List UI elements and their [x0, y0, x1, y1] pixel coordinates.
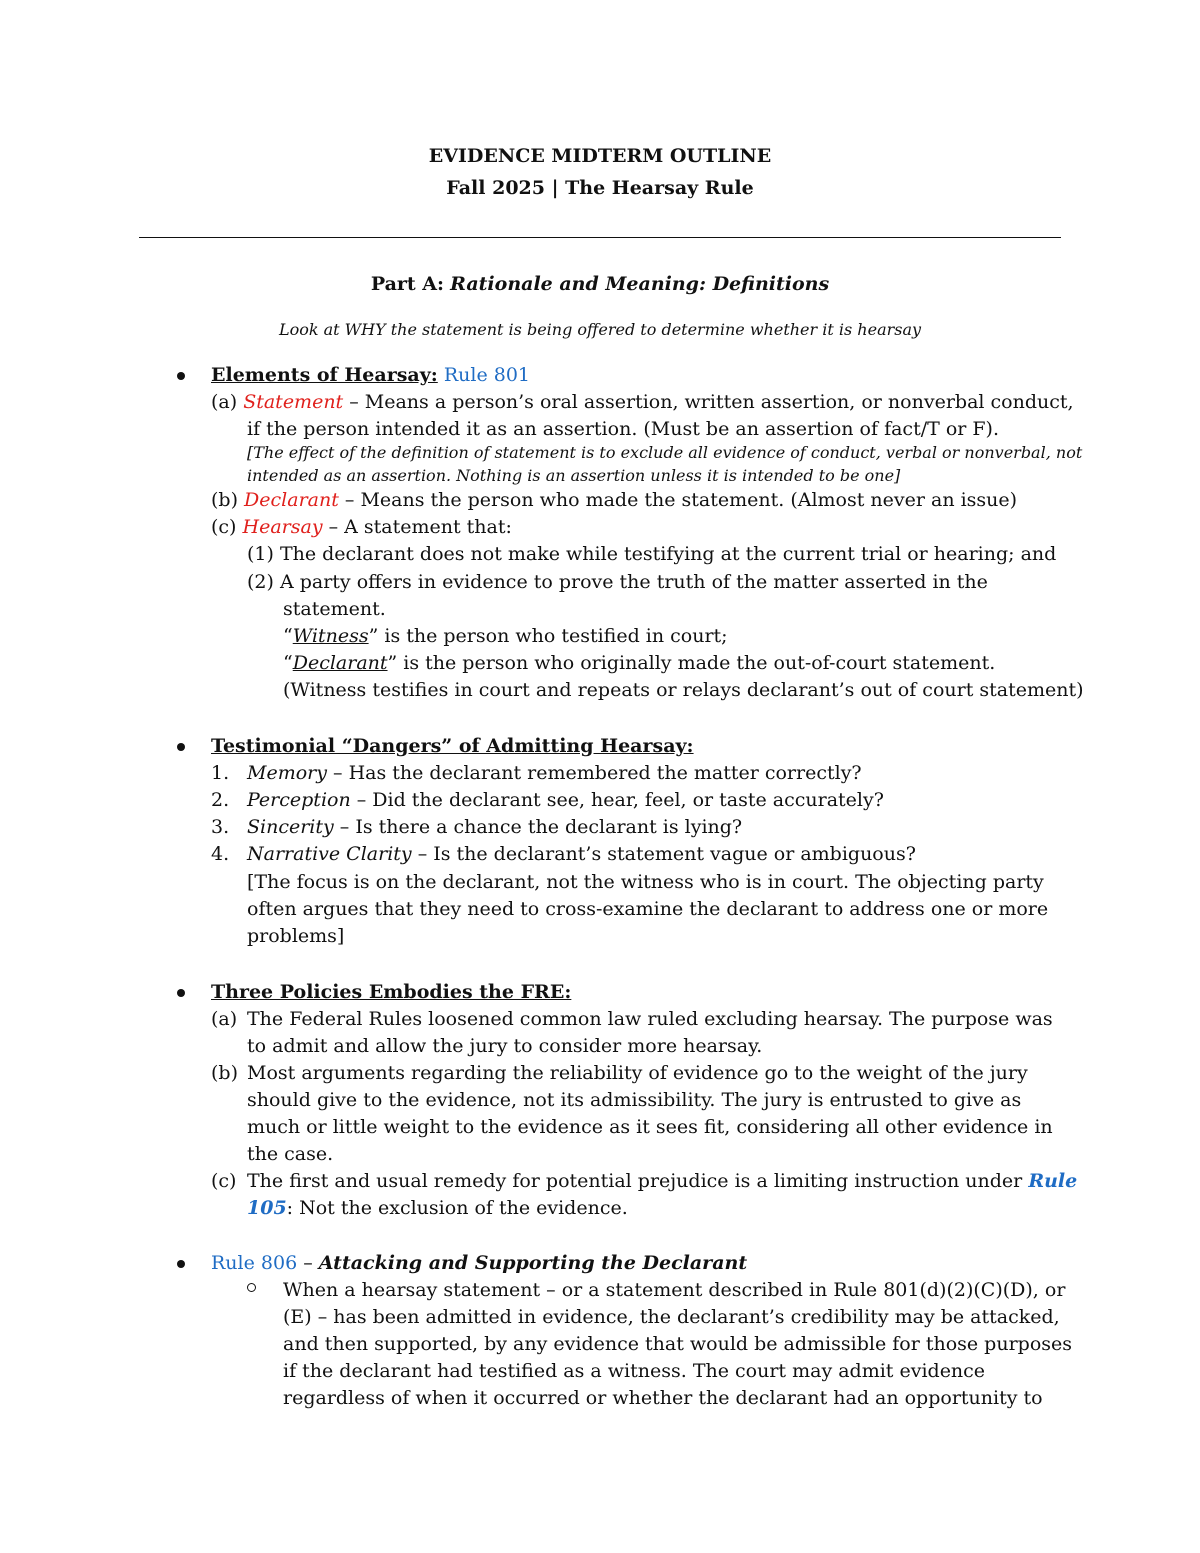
- policy-a-continued: to admit and allow the jury to consider more hearsay.: [247, 1035, 763, 1057]
- term-declarant: Declarant: [244, 489, 339, 511]
- dash: –: [297, 1252, 319, 1274]
- rule-806-text: (E) – has been admitted in evidence, the declarant’s credibility may be attacked,: [283, 1306, 1060, 1328]
- section-elements-heading: [211, 362, 530, 389]
- item-a-note-2: intended as an assertion. Nothing is an assertion unless it is intended to be one]: [247, 466, 901, 485]
- item-marker: (a): [211, 391, 238, 413]
- item-number: 3.: [211, 816, 230, 838]
- policy-text: The Federal Rules loosened common law ruled excluding hearsay. The purpose was: [247, 1008, 1053, 1030]
- item-marker: (c): [211, 1170, 237, 1192]
- section-policies-heading: [211, 979, 571, 1006]
- definition-text: ” is the person who testified in court;: [368, 625, 728, 647]
- rule-806-text: When a hearsay statement – or a statement described in Rule 801(d)(2)(C)(D), or: [283, 1279, 1066, 1301]
- danger-text: – Did the declarant see, hear, feel, or taste accurately?: [350, 789, 884, 811]
- bullet-icon: [177, 372, 185, 380]
- term-hearsay: Hearsay: [242, 516, 323, 538]
- danger-item: [211, 814, 743, 841]
- policy-b-continued: the case.: [247, 1143, 334, 1165]
- quote-mark: “: [283, 625, 293, 647]
- hollow-bullet-icon: [247, 1283, 256, 1292]
- term-statement: Statement: [243, 391, 344, 413]
- term-declarant-def: Declarant: [292, 652, 388, 674]
- item-text: – Means the person who made the statement. (Almost never an issue): [338, 489, 1018, 511]
- item-a-note-1: [The effect of the definition of statement is to exclude all evidence of conduct, verbal or nonverbal, not: [247, 443, 1083, 462]
- danger-term: Perception: [247, 789, 351, 811]
- danger-item: [211, 787, 884, 814]
- danger-term: Sincerity: [247, 816, 334, 838]
- item-a-continued: if the person intended it as an assertion. (Must be an assertion of fact/T or F).: [247, 418, 1000, 440]
- danger-text: – Has the declarant remembered the matter correctly?: [326, 762, 862, 784]
- section-heading: Three Policies Embodies the FRE:: [211, 981, 572, 1003]
- policy-b-continued: should give to the evidence, not its admissibility. The jury is entrusted to give as: [247, 1089, 1022, 1111]
- part-a-heading: [0, 273, 1200, 295]
- item-number: 1.: [211, 762, 230, 784]
- danger-text: – Is there a chance the declarant is lying?: [333, 816, 743, 838]
- policy-b: [211, 1060, 1028, 1087]
- item-text: – A statement that:: [322, 516, 512, 538]
- item-text: – Means a person’s oral assertion, written assertion, or nonverbal conduct,: [343, 391, 1074, 413]
- policy-b-continued: much or little weight to the evidence as it sees fit, considering all other evidence in: [247, 1116, 1053, 1138]
- declarant-definition: [283, 650, 995, 677]
- item-number: 2.: [211, 789, 230, 811]
- dangers-note-3: problems]: [247, 925, 345, 947]
- definition-text: ” is the person who originally made the out-of-court statement.: [387, 652, 996, 674]
- danger-term: Memory: [247, 762, 327, 784]
- policy-text: The first and usual remedy for potential prejudice is a limiting instruction under: [247, 1170, 1029, 1192]
- policy-c-continued: [247, 1195, 628, 1222]
- part-a-title: Rationale and Meaning: Definitions: [450, 273, 830, 295]
- item-c2: (2) A party offers in evidence to prove the truth of the matter asserted in the: [247, 571, 988, 593]
- policy-text: : Not the exclusion of the evidence.: [286, 1197, 628, 1219]
- term-witness: Witness: [292, 625, 369, 647]
- item-c2-continued: statement.: [283, 598, 386, 620]
- dangers-note-2: often argues that they need to cross-examine the declarant to address one or more: [247, 898, 1049, 920]
- parenthetical-note: (Witness testifies in court and repeats or relays declarant’s out of court statement): [283, 679, 1084, 701]
- item-c1: (1) The declarant does not make while testifying at the current trial or hearing; and: [247, 543, 1057, 565]
- item-a-statement: [211, 389, 1074, 416]
- section-dangers-heading: [211, 733, 694, 760]
- part-a-label: Part A:: [370, 273, 445, 295]
- document-subtitle: Fall 2025 | The Hearsay Rule: [446, 177, 754, 199]
- document-title: EVIDENCE MIDTERM OUTLINE: [428, 145, 772, 167]
- section-title: Attacking and Supporting the Declarant: [318, 1252, 748, 1274]
- rule-105-link[interactable]: Rule: [1028, 1170, 1078, 1192]
- item-marker: (b): [211, 489, 238, 511]
- rule-806-text: if the declarant had testified as a witness. The court may admit evidence: [283, 1360, 986, 1382]
- danger-text: – Is the declarant’s statement vague or ambiguous?: [411, 843, 916, 865]
- policy-c: [211, 1168, 1078, 1195]
- policy-text: Most arguments regarding the reliability of evidence go to the weight of the jury: [247, 1062, 1028, 1084]
- danger-item: [211, 760, 862, 787]
- rule-806-text: and then supported, by any evidence that would be admissible for those purposes: [283, 1333, 1073, 1355]
- item-b-declarant: [211, 487, 1017, 514]
- policy-a: [211, 1006, 1053, 1033]
- quote-mark: “: [283, 652, 293, 674]
- rule-806-text: regardless of when it occurred or whether the declarant had an opportunity to: [283, 1387, 1043, 1409]
- bullet-icon: [177, 1260, 185, 1268]
- item-marker: (b): [211, 1062, 238, 1084]
- danger-item: [211, 841, 916, 868]
- item-marker: (c): [211, 516, 237, 538]
- section-heading: Testimonial “Dangers” of Admitting Hearsay:: [211, 735, 694, 757]
- part-a-note: Look at WHY the statement is being offered to determine whether it is hearsay: [278, 320, 922, 339]
- danger-term: Narrative Clarity: [247, 843, 412, 865]
- bullet-icon: [177, 989, 185, 997]
- rule-806-link[interactable]: Rule 806: [211, 1252, 298, 1274]
- dangers-note-1: [The focus is on the declarant, not the witness who is in court. The objecting party: [247, 871, 1044, 893]
- item-number: 4.: [211, 843, 230, 865]
- item-marker: (a): [211, 1008, 238, 1030]
- bullet-icon: [177, 743, 185, 751]
- witness-definition: [283, 623, 728, 650]
- horizontal-divider: [139, 237, 1061, 238]
- section-rule-806-heading: [211, 1250, 747, 1277]
- section-heading: Elements of Hearsay:: [211, 364, 438, 386]
- rule-105-link[interactable]: 105: [247, 1197, 287, 1219]
- rule-801-link[interactable]: Rule 801: [443, 364, 530, 386]
- item-c-hearsay: [211, 514, 512, 541]
